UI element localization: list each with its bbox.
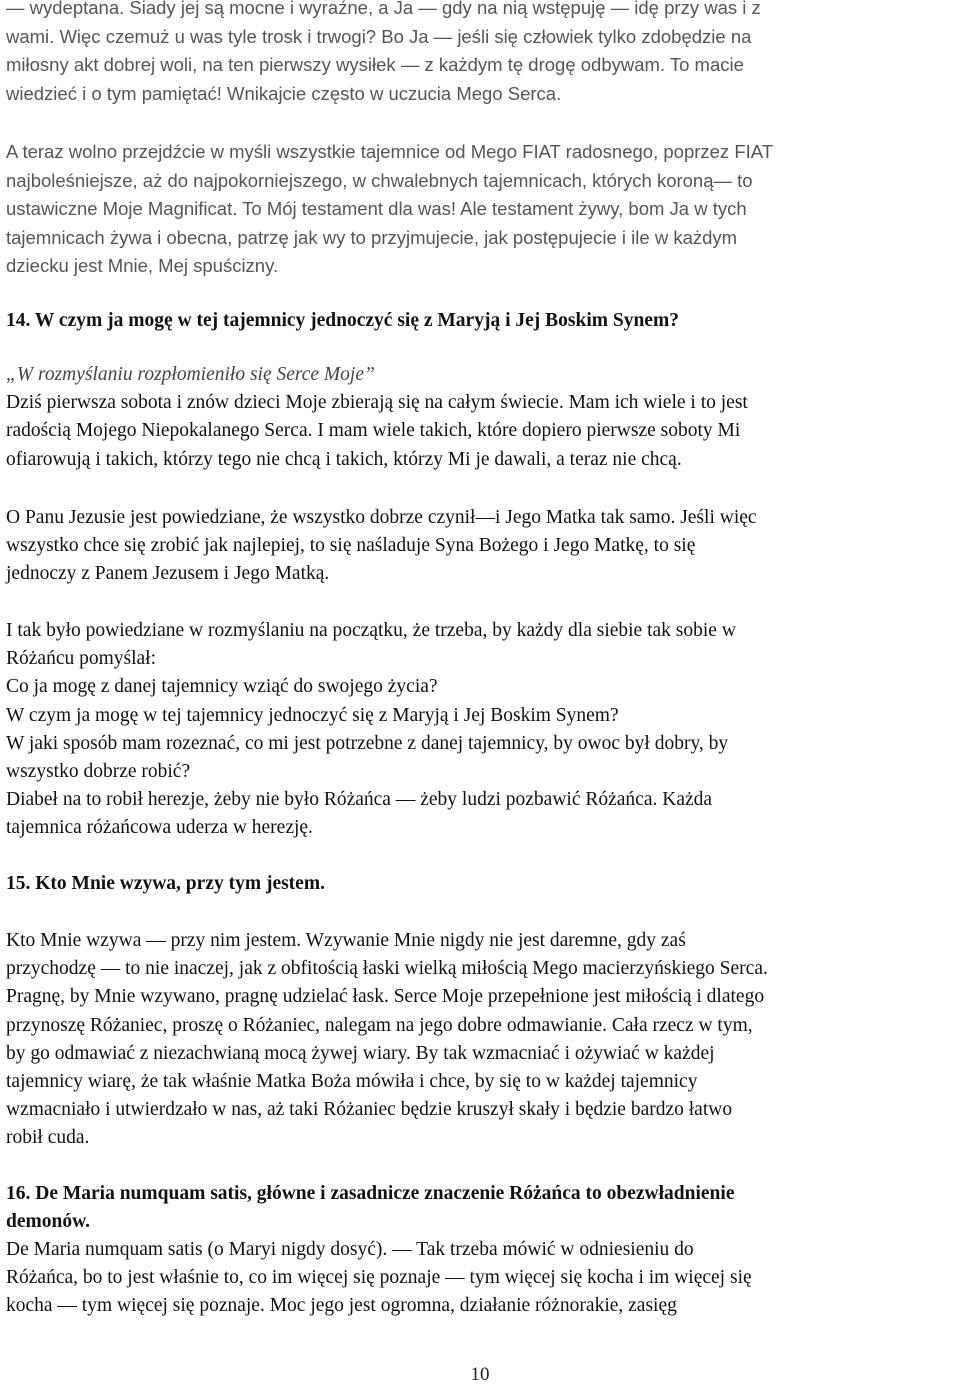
intro-paragraph [6, 0, 956, 108]
text-line: kocha — tym więcej się poznaje. Moc jego jest ogromna, działanie różnorakie, zasięg [6, 1295, 677, 1317]
text-line: dziecku jest Mnie, Mej spuścizny. [6, 255, 279, 276]
section-15-text [6, 927, 956, 1153]
text-line: jednoczy z Panem Jezusem i Jego Matką. [6, 563, 330, 585]
text-line: tajemnica różańcowa uderza w herezję. [6, 817, 313, 839]
quote-title: „W rozmyślaniu rozpłomieniło się Serce Moje” [6, 364, 375, 385]
text-line: Różańca, bo to jest właśnie to, co im więcej się poznaje — tym więcej się kocha i im więcej się [6, 1267, 752, 1289]
page-number: 10 [470, 1364, 490, 1385]
text-line: O Panu Jezusie jest powiedziane, że wszystko dobrze czynił—i Jego Matka tak samo. Jeśli więc [6, 507, 757, 528]
text-line: ustawiczne Moje Magnificat. To Mój testament dla was! Ale testament żywy, bom Ja w tych [6, 198, 747, 219]
text-line: wszystko dobrze robić? [6, 761, 191, 783]
text-line: I tak było powiedziane w rozmyślaniu na początku, że trzeba, by każdy dla siebie tak sobie w [6, 620, 736, 641]
text-line: Różańcu pomyślał: [6, 648, 157, 670]
text-line: W czym ja mogę w tej tajemnicy jednoczyć się z Maryją i Jej Boskim Synem? [6, 704, 619, 726]
fiat-paragraph [6, 138, 956, 281]
text-line: tajemnicach żywa i obecna, patrzę jak wy to przyjmujecie, jak postępujecie i ile w każdym [6, 226, 738, 248]
text-line: najboleśniejsze, aż do najpokorniejszego, w chwalebnych tajemnicach, których koroną— to [6, 169, 753, 191]
section-14-paragraph-b [6, 504, 956, 589]
text-line: De Maria numquam satis (o Maryi nigdy dosyć). — Tak trzeba mówić w odniesieniu do [6, 1239, 694, 1260]
section-14-text [6, 361, 956, 474]
text-line: miłosny akt dobrej woli, na ten pierwszy wysiłek — z każdym tę drogę odbywam. To macie [6, 54, 744, 75]
heading-line: demonów. [6, 1211, 90, 1233]
text-line: przynoszę Różaniec, proszę o Różaniec, nalegam na jego dobre odmawianie. Cała rzecz w tym, [6, 1014, 753, 1036]
section-heading-15: 15. Kto Mnie wzywa, przy tym jestem. [6, 873, 325, 894]
text-line: wami. Więc czemuż u was tyle trosk i trwogi? Bo Ja — jeśli się człowiek tylko zdobędzie na [6, 25, 752, 47]
text-line: ofiarowują i takich, którzy tego nie chcą i takich, którzy Mi je dawali, a teraz nie chcą. [6, 448, 682, 470]
text-line: przychodzę — to nie inaczej, jak z obfitością łaski wielką miłością Mego macierzyńskiego Serca. [6, 958, 768, 980]
text-line: Pragnę, by Mnie wzywano, pragnę udzielać łask. Serce Moje przepełnione jest miłością i dlatego [6, 986, 765, 1008]
text-line: W jaki sposób mam rozeznać, co mi jest potrzebne z danej tajemnicy, by owoc był dobry, by [6, 732, 729, 754]
text-line: A teraz wolno przejdźcie w myśli wszystkie tajemnice od Mego FIAT radosnego, poprzez FIAT [6, 141, 774, 162]
text-line: Diabeł na to robił herezje, żeby nie było Różańca — żeby ludzi pozbawić Różańca. Każda [6, 789, 713, 811]
heading-line: 16. De Maria numquam satis, główne i zasadnicze znaczenie Różańca to obezwładnienie [6, 1183, 735, 1204]
section-heading-14: 14. W czym ja mogę w tej tajemnicy jednoczyć się z Maryją i Jej Boskim Synem? [6, 310, 679, 331]
section-heading-16 [6, 1180, 956, 1236]
text-line: robił cuda. [6, 1127, 90, 1149]
text-line: wiedzieć i o tym pamiętać! Wnikajcie często w uczucia Mego Serca. [6, 82, 562, 104]
text-line: Kto Mnie wzywa — przy nim jestem. Wzywanie Mnie nigdy nie jest daremne, gdy zaś [6, 930, 686, 951]
text-line: Co ja mogę z danej tajemnicy wziąć do swojego życia? [6, 676, 438, 698]
section-16-text [6, 1236, 956, 1321]
text-line: by go odmawiać z niezachwianą mocą żywej wiary. By tak wzmacniać i ożywiać w każdej [6, 1042, 715, 1064]
section-14-paragraph-c [6, 617, 956, 843]
text-line: wszystko chce się zrobić jak najlepiej, to się naśladuje Syna Bożego i Jego Matkę, to się [6, 535, 696, 557]
text-line: Dziś pierwsza sobota i znów dzieci Moje zbierają się na całym świecie. Mam ich wiele i to jest [6, 392, 748, 414]
text-line: wzmacniało i utwierdzało w nas, aż taki Różaniec będzie kruszył skały i będzie bardzo łatwo [6, 1099, 733, 1121]
text-line: tajemnicy wiarę, że tak właśnie Matka Boża mówiła i chce, by się to w każdej tajemnicy [6, 1071, 698, 1093]
text-line: radością Mojego Niepokalanego Serca. I mam wiele takich, które dopiero pierwsze soboty Mi [6, 420, 741, 442]
text-line: — wydeptana. Siady jej są mocne i wyraźne, a Ja — gdy na nią wstępuję — idę przy was i z [6, 0, 761, 18]
